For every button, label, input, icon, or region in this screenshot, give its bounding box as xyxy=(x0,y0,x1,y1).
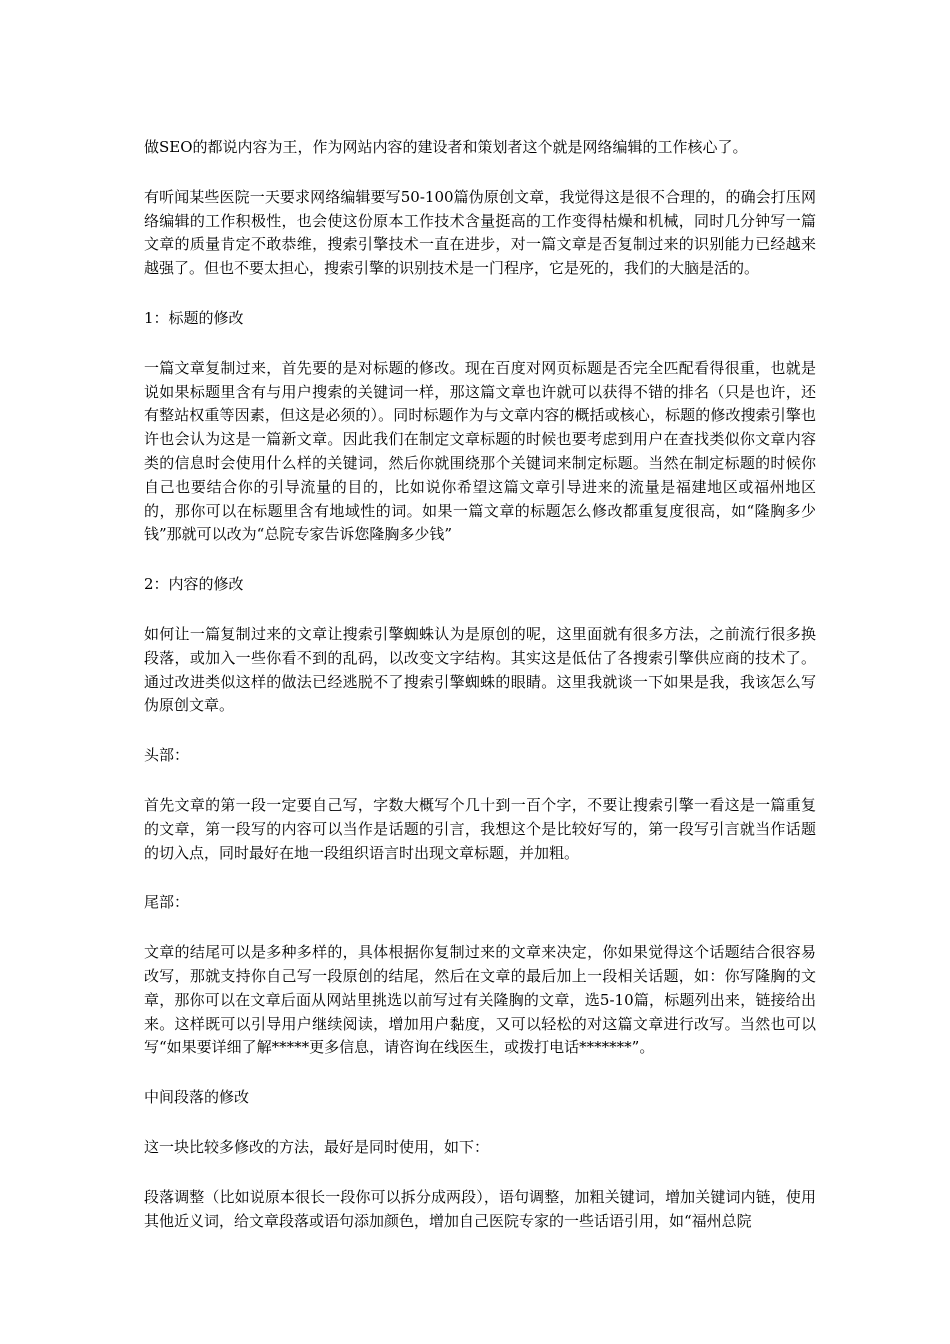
document-body xyxy=(144,136,816,1259)
paragraph-intro: 做SEO的都说内容为王，作为网站内容的建设者和策划者这个就是网络编辑的工作核心了。 xyxy=(144,138,748,156)
paragraph-tail: 文章的结尾可以是多种多样的，具体根据你复制过来的文章来决定，你如果觉得这个话题结合很容易改写，那就支持你自己写一段原创的结尾，然后在文章的最后加上一段相关话题，如：你写隆胸的文章，那你可以在文章后面从网站里挑选以前写过有关隆胸的文章，选5-10篇，标题列出来，链接给出来。这样既可以引导用户继续阅读，增加用户黏度，又可以轻松的对这篇文章进行改写。当然也可以写“如果要详细了解*****更多信息，请咨询在线医生，或拨打电话*******”。 xyxy=(144,943,816,1057)
paragraph-middle-methods: 段落调整（比如说原本很长一段你可以拆分成两段），语句调整，加粗关键词，增加关键词内链，使用其他近义词，给文章段落或语句添加颜色，增加自己医院专家的一些话语引用，如“福州总院 xyxy=(144,1187,816,1230)
section-heading-content-edit: 2：内容的修改 xyxy=(144,575,244,594)
paragraph-middle-intro: 这一块比较多修改的方法，最好是同时使用，如下： xyxy=(144,1137,490,1156)
section-heading-head: 头部： xyxy=(144,746,190,765)
paragraph-title-edit: 一篇文章复制过来，首先要的是对标题的修改。现在百度对网页标题是否完全匹配看得很重，也就是说如果标题里含有与用户搜索的关键词一样，那这篇文章也许就可以获得不错的排名（只是也许，还有整站权重等因素，但这是必须的）。同时标题作为与文章内容的概括或核心，标题的修改搜索引擎也许也会认为这是一篇新文章。因此我们在制定文章标题的时候也要考虑到用户在查找类似你文章内容类的信息时会使用什么样的关键词，然后你就围绕那个关键词来制定标题。当然在制定标题的时候你自己也要结合你的引导流量的目的，比如说你希望这篇文章引导进来的流量是福建地区或福州地区的，那你可以在标题里含有地域性的词。如果一篇文章的标题怎么修改都重复度很高，如“隆胸多少钱”那就可以改为“总院专家告诉您隆胸多少钱” xyxy=(144,358,816,544)
section-heading-title-edit: 1：标题的修改 xyxy=(144,308,244,327)
section-heading-tail: 尾部： xyxy=(144,893,190,912)
paragraph-background: 有听闻某些医院一天要求网络编辑要写50-100篇伪原创文章，我觉得这是很不合理的，的确会打压网络编辑的工作积极性，也会使这份原本工作技术含量挺高的工作变得枯燥和机械，同时几分钟写一篇文章的质量肯定不敢恭维，搜索引擎技术一直在进步，对一篇文章是否复制过来的识别能力已经越来越强了。但也不要太担心，搜索引擎的识别技术是一门程序，它是死的，我们的大脑是活的。 xyxy=(144,187,816,278)
paragraph-head: 首先文章的第一段一定要自己写，字数大概写个几十到一百个字，不要让搜索引擎一看这是一篇重复的文章，第一段写的内容可以当作是话题的引言，我想这个是比较好写的，第一段写引言就当作话题的切入点，同时最好在地一段组织语言时出现文章标题，并加粗。 xyxy=(144,795,816,862)
paragraph-content-edit: 如何让一篇复制过来的文章让搜索引擎蜘蛛认为是原创的呢，这里面就有很多方法，之前流行很多换段落，或加入一些你看不到的乱码，以改变文字结构。其实这是低估了各搜索引擎供应商的技术了。通过改进类似这样的做法已经逃脱不了搜索引擎蜘蛛的眼睛。这里我就谈一下如果是我，我该怎么写伪原创文章。 xyxy=(144,624,816,715)
section-heading-middle: 中间段落的修改 xyxy=(144,1088,250,1107)
